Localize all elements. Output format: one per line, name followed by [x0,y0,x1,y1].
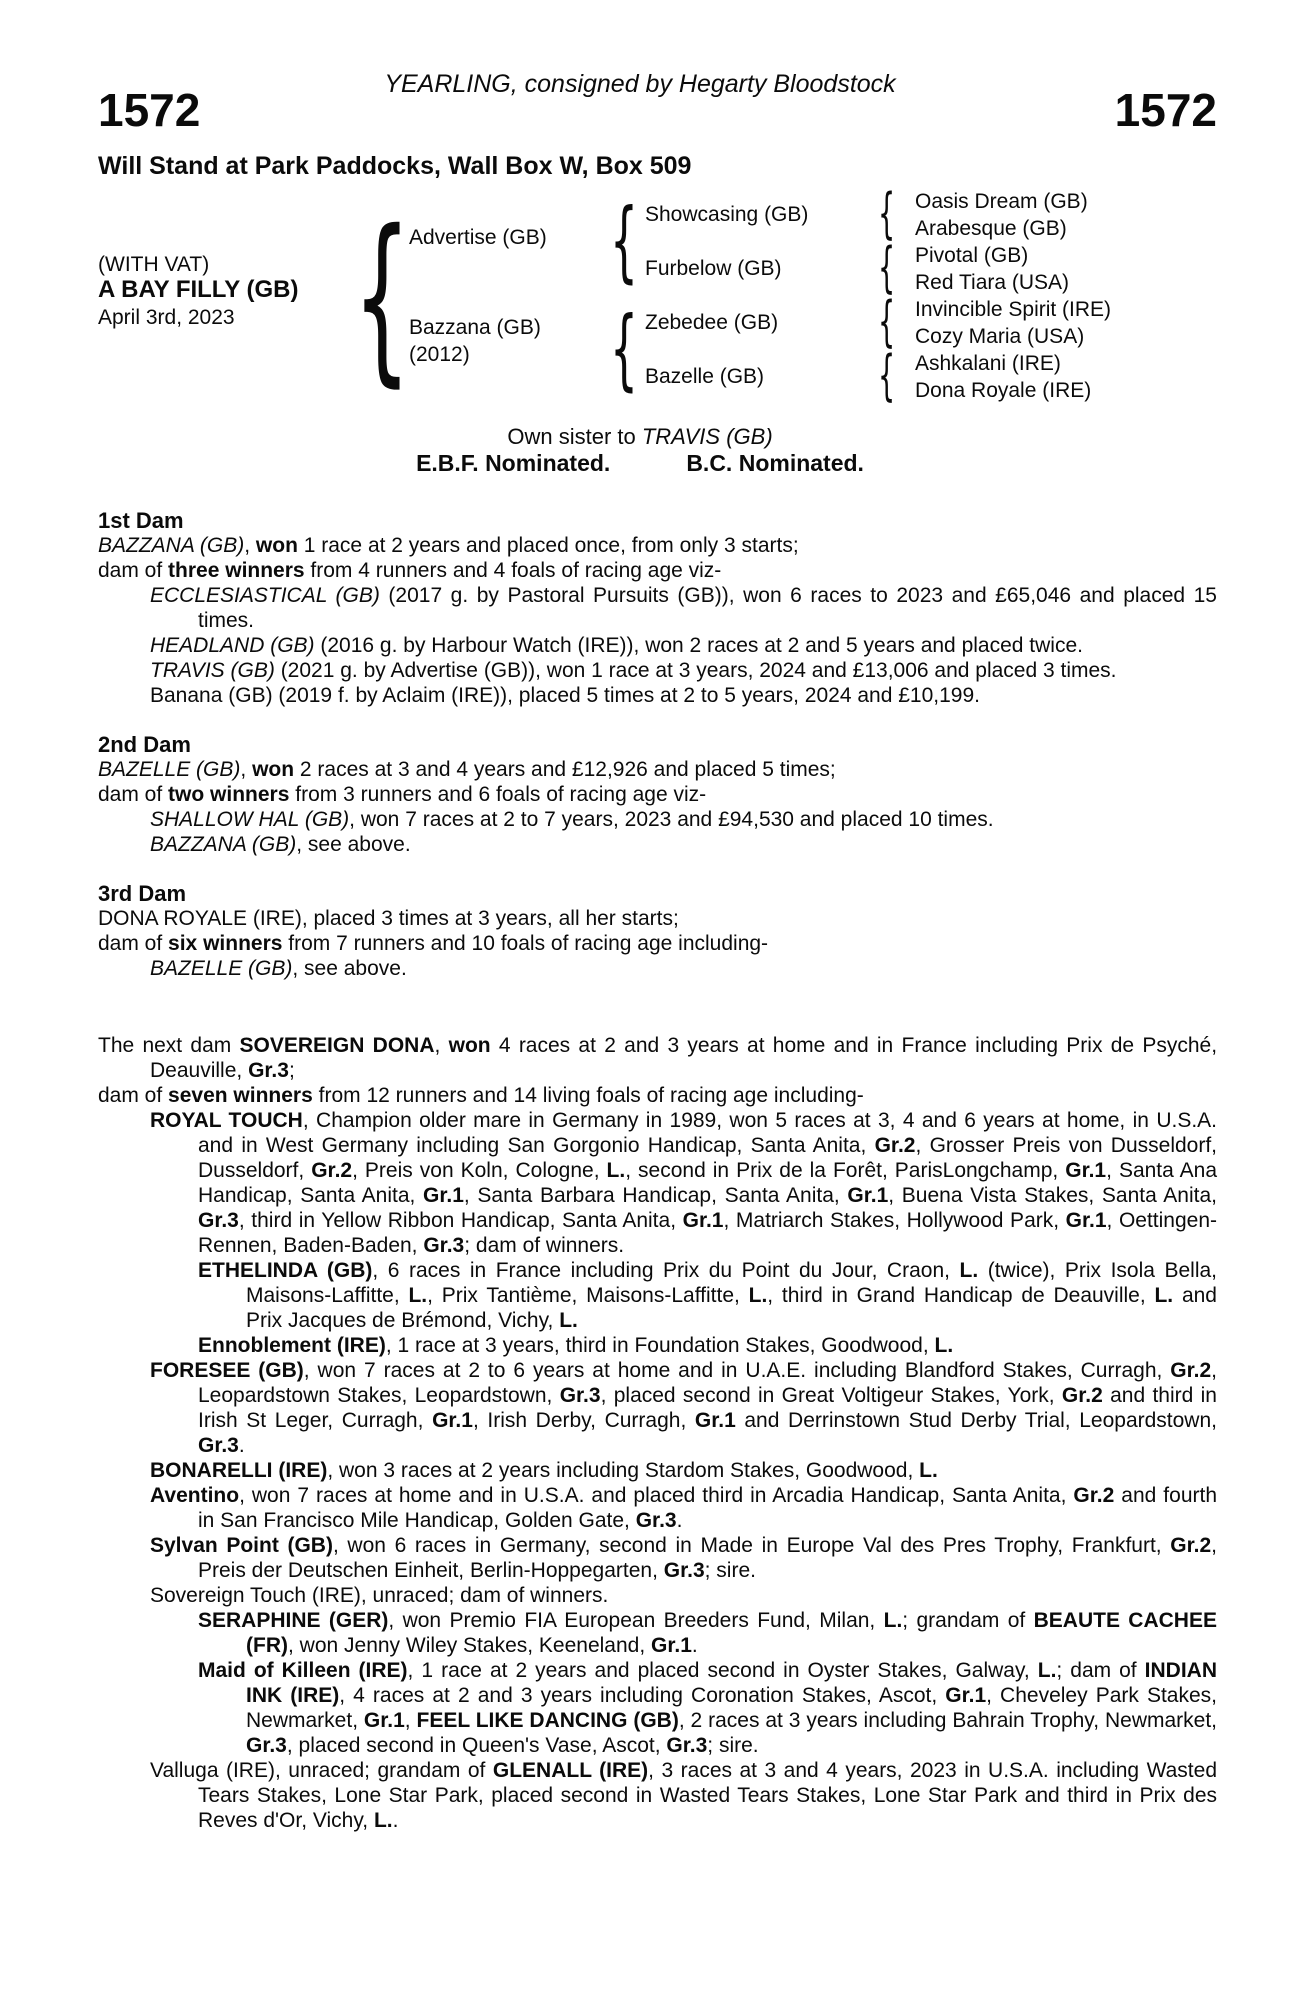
catalog-paragraph: BAZZANA (GB), see above. [150,833,411,856]
catalog-paragraph: TRAVIS (GB) (2021 g. by Advertise (GB)), won 1 race at 3 years, 2024 and £13,006 and placed 3 times. [150,659,1117,682]
catalog-paragraph: Sovereign Touch (IRE), unraced; dam of winners. [150,1584,609,1607]
dam-sire-dam: Cozy Maria (USA) [915,325,1085,348]
catalog-paragraph: SHALLOW HAL (GB), won 7 races at 2 to 7 years, 2023 and £94,530 and placed 10 times. [150,808,994,831]
sire-dam-dam: Red Tiara (USA) [915,271,1070,294]
pedigree-brace-sire-dam: { [878,236,896,299]
ebf-nomination: E.B.F. Nominated. [416,450,611,476]
catalog-paragraph: ECCLESIASTICAL (GB) (2017 g. by Pastoral Pursuits (GB)), won 6 races to 2023 and £65,046 and placed 15 times. [150,584,1217,632]
catalog-paragraph: Sylvan Point (GB), won 6 races in Germany, second in Made in Europe Val des Pres Trophy, Frankfurt, Gr.2, Preis der Deutschen Einheit, Berlin-Hoppegarten, Gr.3; sire. [150,1534,1217,1582]
vat-note: (WITH VAT) [98,253,210,276]
catalog-paragraph: dam of two winners from 3 runners and 6 foals of racing age viz- [98,783,707,806]
dam-year: (2012) [409,343,470,366]
consignor-line: YEARLING, consigned by Hegarty Bloodstock [384,70,896,98]
dam-dam-dam: Dona Royale (IRE) [915,379,1092,402]
catalog-paragraph: ETHELINDA (GB), 6 races in France including Prix du Point du Jour, Craon, L. (twice), Prix Isola Bella, Maisons-Laffitte, L., Prix Tantième, Maisons-Laffitte, L., third in Grand Handicap de Deauville, L. and Prix Jacques de Brémond, Vichy, L. [198,1259,1217,1332]
catalog-paragraph: Valluga (IRE), unraced; grandam of GLENALL (IRE), 3 races at 3 and 4 years, 2023 in U.S.A. including Wasted Tears Stakes, Lone Star Park, placed second in Wasted Tears Stakes, Lone Star Park and third in Prix des Reves d'Or, Vichy, L.. [150,1759,1218,1832]
catalog-paragraph: ROYAL TOUCH, Champion older mare in Germany in 1989, won 5 races at 3, 4 and 6 years at home, in U.S.A. and in West Germany including San Gorgonio Handicap, Santa Anita, Gr.2, Grosser Preis von Dusseldorf, Dusseldorf, Gr.2, Preis von Koln, Cologne, L., second in Prix de la Forêt, ParisLongchamp, Gr.1, Santa Ana Handicap, Santa Anita, Gr.1, Santa Barbara Handicap, Santa Anita, Gr.1, Buena Vista Stakes, Santa Anita, Gr.3, third in Yellow Ribbon Handicap, Santa Anita, Gr.1, Matriarch Stakes, Hollywood Park, Gr.1, Oettingen-Rennen, Baden-Baden, Gr.3; dam of winners. [150,1109,1218,1257]
catalog-paragraph: SERAPHINE (GER), won Premio FIA European Breeders Fund, Milan, L.; grandam of BEAUTE CACHEE (FR), won Jenny Wiley Stakes, Keeneland, Gr.1. [198,1609,1217,1657]
dam-section [98,732,1217,857]
sire-name: Advertise (GB) [409,226,547,249]
catalog-paragraph: BAZZANA (GB), won 1 race at 2 years and placed once, from only 3 starts; [98,534,799,557]
foal-date: April 3rd, 2023 [98,306,235,329]
sire-dam-sire: Pivotal (GB) [915,244,1029,267]
sire-dam-name: Furbelow (GB) [645,257,782,280]
subject-name: A BAY FILLY (GB) [98,276,299,303]
catalog-paragraph: dam of seven winners from 12 runners and 14 living foals of racing age including- [98,1084,864,1107]
dam-name: Bazzana (GB) [409,316,541,339]
catalog-paragraph: The next dam SOVEREIGN DONA, won 4 races at 2 and 3 years at home and in France including Prix de Psyché, Deauville, Gr.3; [98,1034,1218,1082]
catalog-paragraph: FORESEE (GB), won 7 races at 2 to 6 years at home and in U.A.E. including Blandford Stakes, Curragh, Gr.2, Leopardstown Stakes, Leopardstown, Gr.3, placed second in Great Voltigeur Stakes, York, Gr.2 and third in Irish St Leger, Curragh, Gr.1, Irish Derby, Curragh, Gr.1 and Derrinstown Stud Derby Trial, Leopardstown, Gr.3. [150,1359,1217,1457]
section-heading: 2nd Dam [98,732,191,757]
catalog-paragraph: Banana (GB) (2019 f. by Aclaim (IRE)), placed 5 times at 2 to 5 years, 2024 and £10,199. [150,684,980,707]
sire-sire-name: Showcasing (GB) [645,203,809,226]
lot-number-left: 1572 [98,84,201,136]
own-sister-line [98,424,1182,449]
catalog-paragraph: Ennoblement (IRE), 1 race at 3 years, third in Foundation Stakes, Goodwood, L. [198,1334,954,1357]
bc-nomination: B.C. Nominated. [686,450,864,476]
own-sister-prefix: Own sister to [507,424,642,449]
dam-section [98,508,1217,708]
dam-section [98,881,1217,981]
catalog-paragraph: Aventino, won 7 races at home and in U.S.A. and placed third in Arcadia Handicap, Santa Anita, Gr.2 and fourth in San Francisco Mile Handicap, Golden Gate, Gr.3. [150,1484,1218,1532]
pedigree-brace-dam-sire: { [878,290,896,353]
catalog-paragraph: BONARELLI (IRE), won 3 races at 2 years including Stardom Stakes, Goodwood, L. [150,1459,938,1482]
sire-sire-dam: Arabesque (GB) [915,217,1067,240]
dam-sire-sire: Invincible Spirit (IRE) [915,298,1112,321]
dam-dam-name: Bazelle (GB) [645,365,765,388]
catalog-paragraph: dam of three winners from 4 runners and 4 foals of racing age viz- [98,559,722,582]
pedigree-brace-sire-sire: { [878,182,896,245]
sire-sire-sire: Oasis Dream (GB) [915,190,1088,213]
pedigree-brace-dam: { [610,297,638,400]
pedigree-table [98,182,1217,410]
dam-section [98,1033,1217,1833]
section-heading: 1st Dam [98,508,184,533]
lot-number-right: 1572 [1114,84,1217,136]
dam-sire-name: Zebedee (GB) [645,311,779,334]
pedigree-brace-dam-dam: { [878,344,896,407]
pedigree-brace-main: { [353,191,411,403]
section-heading: 3rd Dam [98,881,187,906]
catalog-paragraph: dam of six winners from 7 runners and 10 foals of racing age including- [98,932,769,955]
pedigree-brace-sire: { [610,189,638,292]
catalog-paragraph: BAZELLE (GB), won 2 races at 3 and 4 years and £12,926 and placed 5 times; [98,758,836,781]
own-sister-name: TRAVIS (GB) [641,424,773,449]
catalog-paragraph: Maid of Killeen (IRE), 1 race at 2 years and placed second in Oyster Stakes, Galway, L.; dam of INDIAN INK (IRE), 4 races at 2 and 3 years including Coronation Stakes, Ascot, Gr.1, Cheveley Park Stakes, Newmarket, Gr.1, FEEL LIKE DANCING (GB), 2 races at 3 years including Bahrain Trophy, Newmarket, Gr.3, placed second in Queen's Vase, Ascot, Gr.3; sire. [198,1659,1217,1757]
catalog-paragraph: DONA ROYALE (IRE), placed 3 times at 3 years, all her starts; [98,907,679,930]
dam-dam-sire: Ashkalani (IRE) [915,352,1061,375]
catalog-paragraph: BAZELLE (GB), see above. [150,957,407,980]
stand-location-line: Will Stand at Park Paddocks, Wall Box W, Box 509 [98,152,692,180]
nominations-line [98,450,1182,476]
catalog-paragraph: HEADLAND (GB) (2016 g. by Harbour Watch (IRE)), won 2 races at 2 and 5 years and placed twice. [150,634,1083,657]
catalog-body [98,508,1217,1833]
